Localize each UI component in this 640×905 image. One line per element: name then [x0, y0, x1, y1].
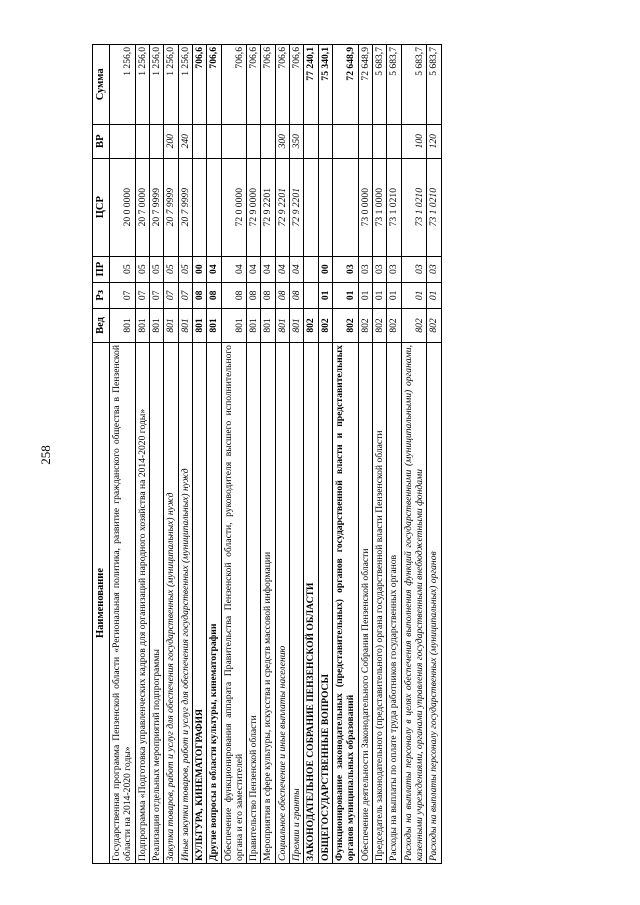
- cell-rz: 01: [401, 282, 427, 308]
- cell-csr: [192, 158, 206, 256]
- cell-sum: 706,6: [247, 45, 261, 125]
- cell-name: Государственная программа Пензенской области «Региональная политика, развитие гражданского общества в Пензенской области на 2014-2020 годы»: [110, 343, 136, 864]
- cell-csr: 20 7 9999: [178, 158, 192, 256]
- page-number: 258: [38, 445, 53, 465]
- cell-vr: [110, 124, 136, 158]
- cell-vr: 120: [427, 124, 441, 158]
- table-row: [110, 45, 136, 864]
- cell-ved: 802: [387, 308, 401, 342]
- header-vr: ВР: [93, 124, 110, 158]
- cell-pr: 04: [221, 256, 247, 282]
- cell-sum: 1 256,0: [110, 45, 136, 125]
- cell-name: Правительство Пензенской области: [247, 343, 261, 864]
- cell-name: Председатель законодательного (представительного) органа государственной власти Пензенской области: [372, 343, 386, 864]
- cell-vr: [135, 124, 149, 158]
- cell-rz: 01: [427, 282, 441, 308]
- cell-csr: 73 1 0210: [427, 158, 441, 256]
- cell-name: Реализация отдельных мероприятий подпрограммы: [149, 343, 163, 864]
- cell-sum: 706,6: [275, 45, 289, 125]
- rotated-table-container: [92, 44, 607, 864]
- cell-ved: 801: [275, 308, 289, 342]
- cell-vr: [304, 124, 318, 158]
- cell-pr: 03: [358, 256, 372, 282]
- cell-csr: 72 9 2201: [261, 158, 275, 256]
- cell-sum: 75 340,1: [318, 45, 332, 125]
- cell-csr: 73 0 0000: [358, 158, 372, 256]
- cell-ved: 802: [358, 308, 372, 342]
- cell-sum: 706,6: [192, 45, 206, 125]
- cell-rz: 07: [164, 282, 178, 308]
- cell-sum: 77 240,1: [304, 45, 318, 125]
- cell-csr: [207, 158, 221, 256]
- cell-rz: 08: [207, 282, 221, 308]
- table-header-row: [93, 45, 110, 864]
- cell-ved: 801: [135, 308, 149, 342]
- cell-ved: 802: [304, 308, 318, 342]
- cell-vr: 240: [178, 124, 192, 158]
- budget-table: [92, 44, 442, 864]
- cell-rz: 01: [358, 282, 372, 308]
- table-row: [275, 45, 289, 864]
- cell-vr: 350: [290, 124, 304, 158]
- cell-name: Мероприятия в сфере культуры, искусства и средств массовой информации: [261, 343, 275, 864]
- cell-rz: 08: [192, 282, 206, 308]
- cell-pr: 03: [387, 256, 401, 282]
- cell-vr: [192, 124, 206, 158]
- cell-ved: 802: [401, 308, 427, 342]
- cell-ved: 801: [149, 308, 163, 342]
- cell-rz: 08: [290, 282, 304, 308]
- cell-pr: 05: [178, 256, 192, 282]
- cell-ved: 801: [247, 308, 261, 342]
- table-row: [358, 45, 372, 864]
- table-row: [290, 45, 304, 864]
- cell-ved: 801: [290, 308, 304, 342]
- cell-rz: 01: [333, 282, 359, 308]
- cell-csr: 20 7 9999: [164, 158, 178, 256]
- cell-sum: 5 683,7: [427, 45, 441, 125]
- cell-ved: 802: [333, 308, 359, 342]
- cell-rz: 08: [261, 282, 275, 308]
- table-row: [192, 45, 206, 864]
- cell-pr: 03: [333, 256, 359, 282]
- cell-sum: 706,6: [221, 45, 247, 125]
- cell-ved: 801: [178, 308, 192, 342]
- table-row: [135, 45, 149, 864]
- cell-vr: [149, 124, 163, 158]
- cell-name: Социальное обеспечение и иные выплаты населению: [275, 343, 289, 864]
- table-row: [304, 45, 318, 864]
- cell-ved: 801: [192, 308, 206, 342]
- cell-name: КУЛЬТУРА, КИНЕМАТОГРАФИЯ: [192, 343, 206, 864]
- cell-vr: [207, 124, 221, 158]
- cell-sum: 5 683,7: [372, 45, 386, 125]
- cell-csr: 20 7 0000: [135, 158, 149, 256]
- cell-sum: 706,6: [207, 45, 221, 125]
- cell-ved: 802: [318, 308, 332, 342]
- cell-name: ОБЩЕГОСУДАРСТВЕННЫЕ ВОПРОСЫ: [318, 343, 332, 864]
- cell-ved: 801: [164, 308, 178, 342]
- table-row: [261, 45, 275, 864]
- header-sum: Сумма: [93, 45, 110, 125]
- cell-sum: 72 648,9: [358, 45, 372, 125]
- cell-sum: 706,6: [290, 45, 304, 125]
- cell-ved: 801: [110, 308, 136, 342]
- cell-sum: 72 648,9: [333, 45, 359, 125]
- cell-sum: 1 256,0: [164, 45, 178, 125]
- cell-ved: 801: [207, 308, 221, 342]
- cell-csr: 73 1 0210: [401, 158, 427, 256]
- cell-name: Закупка товаров, работ и услуг для обеспечения государственных (муниципальных) нужд: [164, 343, 178, 864]
- cell-csr: 20 0 0000: [110, 158, 136, 256]
- cell-csr: 20 7 9999: [149, 158, 163, 256]
- cell-pr: 05: [149, 256, 163, 282]
- cell-csr: 73 1 0210: [387, 158, 401, 256]
- cell-pr: 03: [372, 256, 386, 282]
- cell-rz: 07: [135, 282, 149, 308]
- cell-rz: 07: [110, 282, 136, 308]
- cell-vr: [221, 124, 247, 158]
- table-row: [427, 45, 441, 864]
- cell-name: Иные закупки товаров, работ и услуг для обеспечения государственных (муниципальных) нужд: [178, 343, 192, 864]
- cell-csr: 72 0 0000: [221, 158, 247, 256]
- cell-vr: [333, 124, 359, 158]
- cell-name: Премии и гранты: [290, 343, 304, 864]
- table-row: [149, 45, 163, 864]
- cell-rz: 01: [372, 282, 386, 308]
- cell-pr: [304, 256, 318, 282]
- cell-ved: 801: [221, 308, 247, 342]
- table-row: [164, 45, 178, 864]
- cell-pr: 00: [318, 256, 332, 282]
- table-row: [178, 45, 192, 864]
- cell-sum: 1 256,0: [135, 45, 149, 125]
- cell-csr: [318, 158, 332, 256]
- cell-vr: [247, 124, 261, 158]
- table-row: [401, 45, 427, 864]
- cell-vr: [358, 124, 372, 158]
- table-row: [318, 45, 332, 864]
- cell-csr: 73 1 0000: [372, 158, 386, 256]
- cell-vr: [387, 124, 401, 158]
- cell-sum: 706,6: [261, 45, 275, 125]
- cell-csr: 72 9 0000: [247, 158, 261, 256]
- cell-pr: 04: [275, 256, 289, 282]
- cell-rz: 08: [275, 282, 289, 308]
- header-ved: Вед: [93, 308, 110, 342]
- cell-pr: 05: [110, 256, 136, 282]
- table-row: [221, 45, 247, 864]
- cell-name: Другие вопросы в области культуры, кинематографии: [207, 343, 221, 864]
- cell-pr: 05: [164, 256, 178, 282]
- cell-rz: 07: [149, 282, 163, 308]
- cell-vr: [318, 124, 332, 158]
- cell-name: ЗАКОНОДАТЕЛЬНОЕ СОБРАНИЕ ПЕНЗЕНСКОЙ ОБЛАСТИ: [304, 343, 318, 864]
- cell-vr: 300: [275, 124, 289, 158]
- cell-ved: 802: [372, 308, 386, 342]
- cell-pr: 03: [401, 256, 427, 282]
- cell-name: Обеспечение функционирования аппарата Правительства Пензенской области, руководителя высшего исполнительного органа и его заместителей: [221, 343, 247, 864]
- cell-vr: [261, 124, 275, 158]
- table-body: [110, 45, 442, 864]
- cell-ved: 802: [427, 308, 441, 342]
- cell-ved: 801: [261, 308, 275, 342]
- table-row: [207, 45, 221, 864]
- cell-rz: 01: [387, 282, 401, 308]
- cell-rz: 08: [247, 282, 261, 308]
- cell-name: Расходы на выплаты персоналу в целях обеспечения выполнения функций государственными (муниципальными) органами, казенными учреждениями, органами управления государственными внебюджетными фондами: [401, 343, 427, 864]
- cell-sum: 5 683,7: [387, 45, 401, 125]
- cell-sum: 5 683,7: [401, 45, 427, 125]
- header-pr: ПР: [93, 256, 110, 282]
- cell-pr: 03: [427, 256, 441, 282]
- cell-csr: 72 9 2201: [275, 158, 289, 256]
- cell-pr: 04: [207, 256, 221, 282]
- cell-name: Расходы на выплаты персоналу государственных (муниципальных) органов: [427, 343, 441, 864]
- table-row: [247, 45, 261, 864]
- cell-name: Подпрограмма «Подготовка управленческих кадров для организаций народного хозяйства на 2014-2020 годы»: [135, 343, 149, 864]
- cell-csr: [333, 158, 359, 256]
- cell-pr: 04: [247, 256, 261, 282]
- cell-rz: 08: [221, 282, 247, 308]
- cell-rz: 01: [318, 282, 332, 308]
- cell-sum: 1 256,0: [149, 45, 163, 125]
- cell-pr: 05: [135, 256, 149, 282]
- cell-csr: 72 9 2201: [290, 158, 304, 256]
- cell-pr: 00: [192, 256, 206, 282]
- cell-vr: [372, 124, 386, 158]
- table-row: [387, 45, 401, 864]
- cell-vr: 100: [401, 124, 427, 158]
- table-row: [372, 45, 386, 864]
- header-rz: Рз: [93, 282, 110, 308]
- table-row: [333, 45, 359, 864]
- cell-vr: 200: [164, 124, 178, 158]
- cell-csr: [304, 158, 318, 256]
- cell-rz: 07: [178, 282, 192, 308]
- cell-pr: 04: [290, 256, 304, 282]
- cell-sum: 1 256,0: [178, 45, 192, 125]
- cell-rz: [304, 282, 318, 308]
- cell-name: Функционирование законодательных (представительных) органов государственной власти и представительных органов муниципальных образований: [333, 343, 359, 864]
- cell-name: Расходы на выплаты по оплате труда работников государственных органов: [387, 343, 401, 864]
- cell-pr: 04: [261, 256, 275, 282]
- cell-name: Обеспечение деятельности Законодательного Собрания Пензенской области: [358, 343, 372, 864]
- header-csr: ЦСР: [93, 158, 110, 256]
- header-name: Наименование: [93, 343, 110, 864]
